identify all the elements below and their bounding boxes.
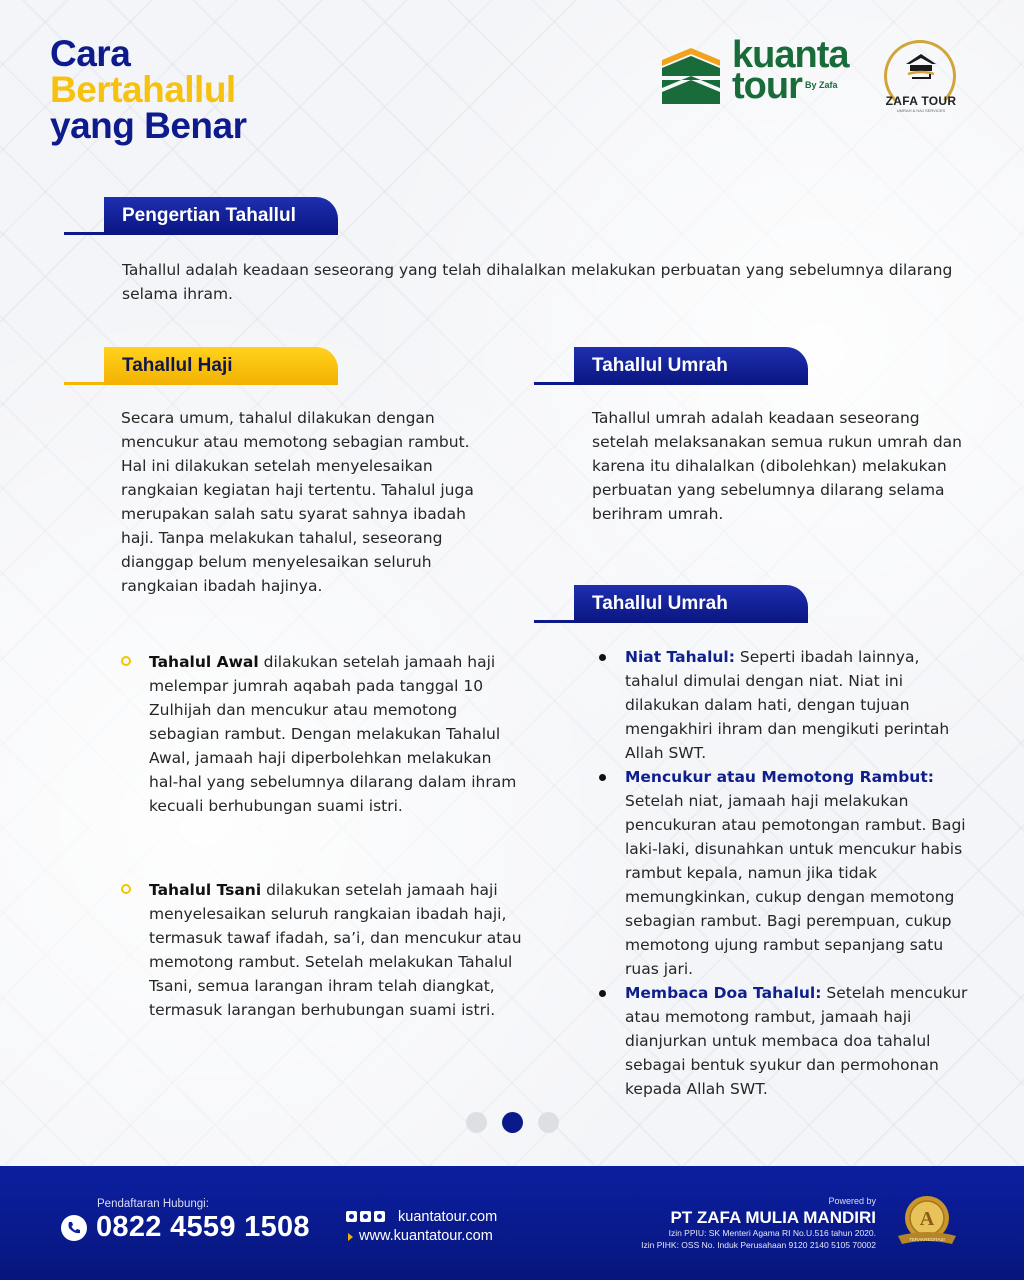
heading-tab: Tahallul Haji xyxy=(104,347,338,385)
phone-icon xyxy=(60,1214,88,1242)
ring-bullet-icon xyxy=(121,656,131,666)
license-ppiu: Izin PPIU: SK Menteri Agama RI No.U.516 tahun 2020. xyxy=(668,1228,876,1238)
kuanta-wordmark xyxy=(732,34,849,107)
footer xyxy=(0,1166,1024,1280)
arrow-right-icon xyxy=(348,1233,353,1241)
social-icons xyxy=(346,1211,385,1222)
cukur-text: Setelah niat, jamaah haji melakukan pencukuran atau pemotongan rambut. Bagi laki-laki, disunahkan untuk mencukur habis rambut kepala, namun jika tidak memungkinkan, cukup dengan memotong sebagian rambut. Bagi perempuan, cukup memotong ujung rambut sepanjang satu ruas jari. xyxy=(625,792,966,978)
title-line-2: Bertahallul xyxy=(50,69,236,110)
zafa-tour-logo xyxy=(878,38,964,114)
tahalul-awal-text: dilakukan setelah jamaah haji melempar jumrah aqabah pada tanggal 10 Zulhijah dan mencukur atau memotong sebagian rambut. Dengan melakukan Tahalul Awal, jamaah haji diperbolehkan melakukan hal-hal yang sebelumnya dilarang dalam ihram kecuali berhubungan suami istri. xyxy=(149,653,517,815)
umrah-step-doa xyxy=(595,981,970,1101)
social-handle[interactable]: kuantatour.com xyxy=(398,1209,498,1225)
haji-list-item-tsani xyxy=(119,878,524,1022)
section-heading-pengertian xyxy=(64,197,344,235)
accreditation-badge-icon xyxy=(894,1192,960,1252)
carousel-pager xyxy=(466,1112,559,1133)
contact-label: Pendaftaran Hubungi: xyxy=(97,1198,209,1210)
section-heading-haji xyxy=(64,347,344,385)
pager-dot-1[interactable] xyxy=(466,1112,487,1133)
umrah-text: Tahallul umrah adalah keadaan seseorang setelah melaksanakan semua rukun umrah dan karena itu dihalalkan (dibolehkan) melakukan perbuatan yang sebelumnya dilarang selama berihram umrah. xyxy=(592,409,962,523)
powered-by-label: Powered by xyxy=(828,1196,876,1206)
instagram-icon[interactable] xyxy=(346,1211,357,1222)
bullet-icon xyxy=(599,654,606,661)
kaaba-logo-icon xyxy=(660,46,722,106)
page-title xyxy=(50,33,247,146)
heading-tab: Tahallul Umrah xyxy=(574,347,808,385)
heading-tab: Tahallul Umrah xyxy=(574,585,808,623)
title-line-3: yang Benar xyxy=(50,105,247,146)
kuanta-line-1: kuanta xyxy=(732,34,849,76)
zafa-wordmark: ZAFA TOUR xyxy=(885,94,957,108)
badge-letter: A xyxy=(919,1208,935,1230)
facebook-icon[interactable] xyxy=(374,1211,385,1222)
ring-bullet-icon xyxy=(121,884,131,894)
license-pihk: Izin PIHK: OSS No. Induk Perusahaan 9120 2140 5105 70002 xyxy=(641,1240,876,1250)
haji-text: Secara umum, tahalul dilakukan dengan mencukur atau memotong sebagian rambut. Hal ini dilakukan setelah menyelesaikan rangkaian kegiatan haji tertentu. Tahalul juga merupakan salah satu syarat sahnya ibadah haji. Tanpa melakukan tahalul, seseorang dianggap belum menyelesaikan seluruh rangkaian ibadah hajinya. xyxy=(121,409,474,595)
term-niat: Niat Tahalul: xyxy=(625,648,735,666)
badge-ribbon: TERAKREDITASI xyxy=(909,1237,945,1242)
section-heading-umrah-steps xyxy=(534,585,814,623)
umrah-steps-list xyxy=(595,645,970,1101)
company-name: PT ZAFA MULIA MANDIRI xyxy=(670,1208,876,1227)
heading-tab: Pengertian Tahallul xyxy=(104,197,338,235)
umrah-step-niat xyxy=(595,645,970,765)
niat-text: Seperti ibadah lainnya, tahalul dimulai dengan niat. Niat ini dilakukan dalam hati, dengan tujuan mengakhiri ihram dan mengikuti perintah Allah SWT. xyxy=(625,648,950,762)
kuanta-by-zafa: By Zafa xyxy=(805,80,838,90)
term-cukur: Mencukur atau Memotong Rambut: xyxy=(625,768,934,786)
bullet-icon xyxy=(599,774,606,781)
term-doa: Membaca Doa Tahalul: xyxy=(625,984,822,1002)
phone-number[interactable]: 0822 4559 1508 xyxy=(96,1211,310,1243)
haji-list-item-awal xyxy=(119,650,524,818)
tiktok-icon[interactable] xyxy=(360,1211,371,1222)
title-line-1: Cara xyxy=(50,33,131,74)
tahalul-tsani-text: dilakukan setelah jamaah haji menyelesaikan seluruh rangkaian ibadah haji, termasuk tawaf ifadah, sa’i, dan mencukur atau memotong rambut. Setelah melakukan Tahalul Tsani, semua larangan ihram telah diangkat, termasuk larangan berhubungan suami istri. xyxy=(149,881,522,1019)
term-tahalul-tsani: Tahalul Tsani xyxy=(149,881,262,899)
kuanta-line-2: tour xyxy=(732,65,802,107)
kuanta-tour-logo xyxy=(660,34,860,112)
bullet-icon xyxy=(599,990,606,997)
haji-list xyxy=(119,650,524,1022)
term-tahalul-awal: Tahalul Awal xyxy=(149,653,259,671)
pager-dot-2[interactable] xyxy=(502,1112,523,1133)
doa-text: Setelah mencukur atau memotong rambut, jamaah haji dianjurkan untuk membaca doa tahalul sebagai bentuk syukur dan permohonan kepada Allah SWT. xyxy=(625,984,968,1098)
kaaba-icon xyxy=(904,52,938,82)
website-link[interactable]: www.kuantatour.com xyxy=(359,1228,493,1244)
section-heading-umrah xyxy=(534,347,814,385)
umrah-step-cukur xyxy=(595,765,970,981)
pager-dot-3[interactable] xyxy=(538,1112,559,1133)
pengertian-text: Tahallul adalah keadaan seseorang yang telah dihalalkan melakukan perbuatan yang sebelumnya dilarang selama ihram. xyxy=(122,261,953,303)
zafa-tagline: UMRAH & HAJ SERVICES xyxy=(896,108,946,113)
